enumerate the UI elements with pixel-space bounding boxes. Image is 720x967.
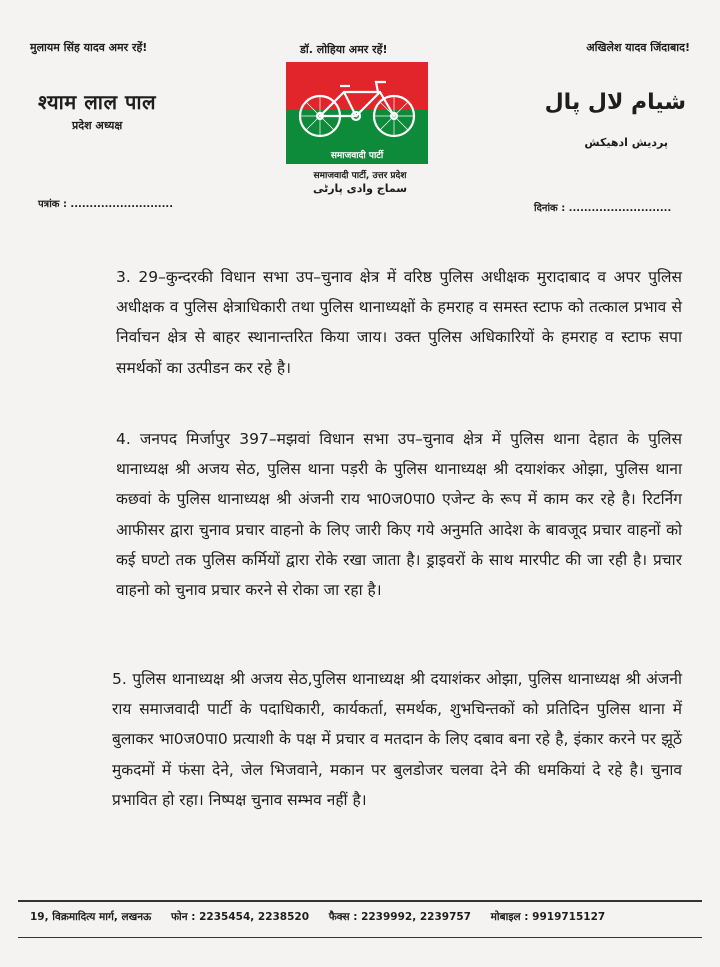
slogan-right: अखिलेश यादव जिंदाबाद! [586,41,690,54]
party-name-urdu: سماج وادی پارٹی [312,182,408,195]
bicycle-icon [294,78,420,142]
footer-contact [30,910,690,924]
flag-label: समाजवादी पार्टी [330,151,384,161]
footer-mobile: मोबाइल : 9919715127 [490,911,606,923]
footer-address: 19, विक्रमादित्य मार्ग, लखनऊ [30,911,152,923]
sender-name-hindi: श्याम लाल पाल [38,90,157,114]
paragraph-3: 3. 29–कुन्दरकी विधान सभा उप–चुनाव क्षेत्र में वरिष्ठ पुलिस अधीक्षक मुरादाबाद व अपर पुलिस अधीक्षक व पुलिस क्षेत्राधिकारी तथा पुलिस थानाध्यक्षों के हमराह व समस्त स्टाफ को तत्काल प्रभाव से निर्वाचन क्षेत्र से बाहर स्थानान्तरित किया जाय। उक्त पुलिस अधिकारियों के हमराह व स्टाफ सपा समर्थकों का उत्पीडन कर रहे है। [116,268,682,377]
party-name-hindi: समाजवादी पार्टी, उत्तर प्रदेश [313,171,407,181]
footer-divider-top [18,900,702,902]
slogan-left: मुलायम सिंह यादव अमर रहें! [30,41,148,54]
party-flag-logo [286,62,428,164]
sender-title-urdu: پردیش ادھیکش [584,136,668,149]
footer-divider-bottom [18,937,702,938]
sender-title-hindi: प्रदेश अध्यक्ष [72,119,123,132]
footer-phone: फोन : 2235454, 2238520 [170,911,310,923]
slogan-middle: डॉ. लोहिया अमर रहें! [300,43,388,56]
paragraph-4: 4. जनपद मिर्जापुर 397–मझवां विधान सभा उप–चुनाव क्षेत्र में पुलिस थाना देहात के पुलिस थानाध्यक्ष श्री अजय सेठ, पुलिस थाना पड़री के पुलिस थानाध्यक्ष श्री दयाशंकर ओझा, पुलिस थाना कछवां के पुलिस थानाध्यक्ष श्री अंजनी राय भा0ज0पा0 एजेन्ट के रूप में काम कर रहे है। रिटर्निग आफीसर द्वारा चुनाव प्रचार वाहनो के लिए जारी किए गये अनुमति आदेश के बावजूद प्रचार वाहनों को कई घण्टो तक पुलिस कर्मियों द्वारा रोके रखा जाता है। ड्राइवरों के साथ मारपीट की जा रही है। प्रचार वाहनो को चुनाव प्रचार करने से रोका जा रहा है। [116,430,682,600]
paragraph-5: 5. पुलिस थानाध्यक्ष श्री अजय सेठ,पुलिस थानाध्यक्ष श्री दयाशंकर ओझा, पुलिस थानाध्यक्ष श्री अंजनी राय समाजवादी पार्टी के पदाधिकारी, कार्यकर्ता, समर्थक, शुभचिन्तकों को प्रतिदिन पुलिस थाना में बुलाकर भा0ज0पा0 प्रत्याशी के पक्ष में प्रचार व मतदान के लिए दबाव बना रहे है, इंकार करने पर झूठें मुकदमों में फंसा देने, जेल भिजवाने, मकान पर बुलडोजर चलवा देने की धमकियां दे रहे है। चुनाव प्रभावित हो रहा। निष्पक्ष चुनाव सम्भव नहीं है। [112,670,682,809]
date-label: दिनांक : ........................... [534,203,672,214]
footer-fax: फैक्स : 2239992, 2239757 [328,911,471,923]
sender-name-urdu: شیام لال پال [544,90,686,115]
reference-number-label: पत्रांक : ........................... [38,199,174,210]
